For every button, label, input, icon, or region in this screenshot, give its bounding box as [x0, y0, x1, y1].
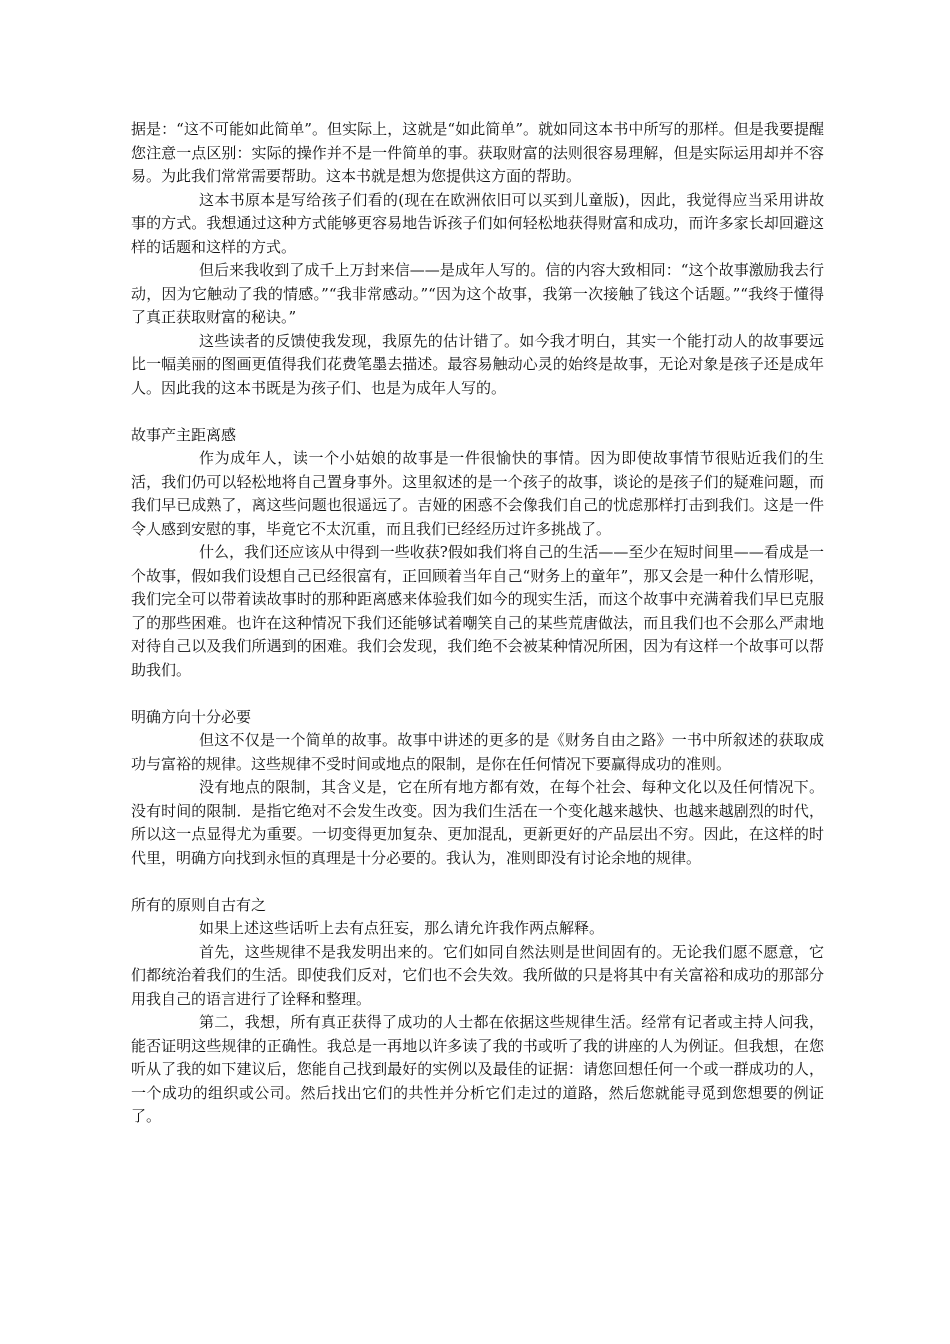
- paragraph: 这本书原本是写给孩子们看的(现在在欧洲依旧可以买到儿童版)，因此，我觉得应当采用讲故事的方式。我想通过这种方式能够更容易地告诉孩子们如何轻松地获得财富和成功，而许多家长却回避这样的话题和这样的方式。: [131, 190, 824, 256]
- paragraph: 什么，我们还应该从中得到一些收获?假如我们将自己的生活——至少在短时间里——看成是一个故事，假如我们设想自己已经很富有，正回顾着当年自己“财务上的童年”，那又会是一种什么情形呢，我们完全可以带着读故事时的那种距离感来体验我们如今的现实生活，而这个故事中充满着我们早巳克服了的那些困难。也许在这种情况下我们还能够试着嘲笑自己的某些荒唐做法，而且我们也不会那么严肃地对待自己以及我们所遇到的困难。我们会发现，我们绝不会被某种情况所困，因为有这样一个故事可以帮助我们。: [131, 543, 824, 679]
- section-heading: 故事产主距离感: [131, 425, 237, 444]
- section-gap: [131, 682, 824, 706]
- paragraph: 但后来我收到了成千上万封来信——是成年人写的。信的内容大致相同：“这个故事激励我去行动，因为它触动了我的情感。”“我非常感动。”“因为这个故事，我第一次接触了钱这个话题。”“我终于懂得了真正获取财富的秘诀。”: [131, 261, 824, 326]
- section-heading: 所有的原则自古有之: [131, 895, 267, 914]
- section-gap: [131, 400, 824, 424]
- paragraph: 但这不仅是一个简单的故事。故事中讲述的更多的是《财务自由之路》一书中所叙述的获取成功与富裕的规律。这些规律不受时间或地点的限制，是你在任何情况下要赢得成功的准则。: [131, 731, 824, 773]
- paragraph: 没有地点的限制，其含义是，它在所有地方都有效，在每个社会、每种文化以及任何情况下。没有时间的限制．是指它绝对不会发生改变。因为我们生活在一个变化越来越快、也越来越剧烈的时代，所以这一点显得尤为重要。一切变得更加复杂、更加混乱，更新更好的产品层出不穷。因此，在这样的时代里，明确方向找到永恒的真理是十分必要的。我认为，准则即没有讨论余地的规律。: [131, 778, 824, 867]
- section-heading: 明确方向十分必要: [131, 707, 252, 726]
- paragraph: 这些读者的反馈使我发现，我原先的估计错了。如今我才明白，其实一个能打动人的故事要远比一幅美丽的图画更值得我们花费笔墨去描述。最容易触动心灵的始终是故事，无论对象是孩子还是成年人。因此我的这本书既是为孩子们、也是为成年人写的。: [131, 331, 824, 397]
- document-page: [131, 118, 824, 1129]
- paragraph: 第二，我想，所有真正获得了成功的人士都在依据这些规律生活。经常有记者或主持人问我，能否证明这些规律的正确性。我总是一再地以许多读了我的书或听了我的讲座的人为例证。但我想，在您听从了我的如下建议后，您能自己找到最好的实例以及最佳的证据：请您回想任何一个或一群成功的人，一个成功的组织或公司。然后找出它们的共性并分析它们走过的道路，然后您就能寻觅到您想要的例证了。: [131, 1013, 824, 1125]
- section-gap: [131, 870, 824, 894]
- paragraph: 如果上述这些话听上去有点狂妄，那么请允许我作两点解释。: [199, 919, 605, 937]
- paragraph: 作为成年人，读一个小姑娘的故事是一件很愉快的事情。因为即使故事情节很贴近我们的生活，我们仍可以轻松地将自己置身事外。这里叙述的是一个孩子的故事，谈论的是孩子们的疑难问题，而我们早已成熟了，离这些问题也很遥远了。吉娅的困惑不会像我们自己的忧虑那样打击到我们。这是一件令人感到安慰的事，毕竟它不太沉重，而且我们已经经历过许多挑战了。: [131, 449, 824, 538]
- paragraph: 据是：“这不可能如此简单”。但实际上，这就是“如此简单”。就如同这本书中所写的那样。但是我要提醒您注意一点区别：实际的操作并不是一件简单的事。获取财富的法则很容易理解，但是实际运用却并不容易。为此我们常常需要帮助。这本书就是想为您提供这方面的帮助。: [131, 120, 824, 185]
- paragraph: 首先，这些规律不是我发明出来的。它们如同自然法则是世间固有的。无论我们愿不愿意，它们都统治着我们的生活。即使我们反对，它们也不会失效。我所做的只是将其中有关富裕和成功的那部分用我自己的语言进行了诠释和整理。: [131, 942, 824, 1008]
